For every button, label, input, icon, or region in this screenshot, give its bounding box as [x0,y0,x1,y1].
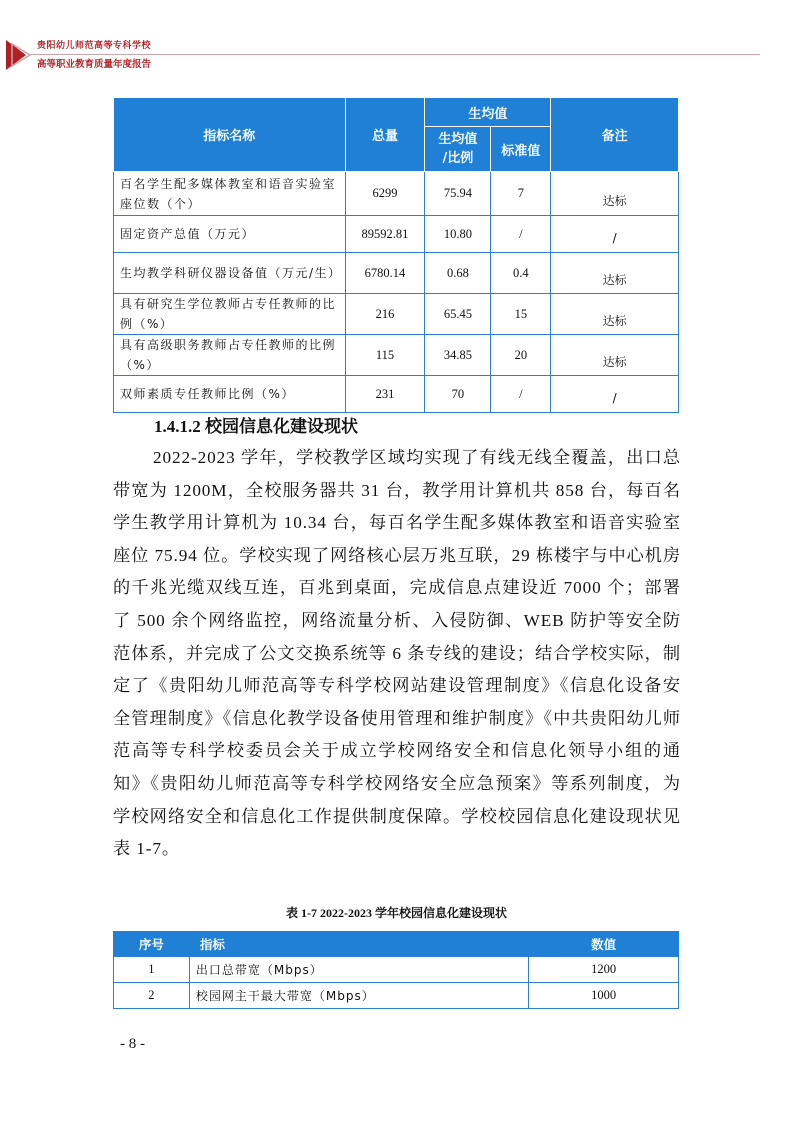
row-note: 达标 [551,294,679,335]
row-standard: 20 [491,335,551,376]
body-paragraph: 2022-2023 学年，学校教学区域均实现了有线无线全覆盖，出口总带宽为 1200M，全校服务器共 31 台，教学用计算机共 858 台，每百名学生教学用计算机为 10.34 台，每百名学生配多媒体教室和语音实验室座位 75.94 位。学校实现了网络核心层万兆互联，29 栋楼宇与中心机房的千兆光缆双线互连，百兆到桌面，完成信息点建设近 7000 个；部署了 500 余个网络监控，网络流量分析、入侵防御、WEB 防护等安全防范体系，并完成了公文交换系统等 6 条专线的建设；结合学校实际，制定了《贵阳幼儿师范高等专科学校网站建设管理制度》《信息化设备安全管理制度》《信息化教学设备使用管理和维护制度》《中共贵阳幼儿师范高等专科学校委员会关于成立学校网络安全和信息化领导小组的通知》《贵阳幼儿师范高等专科学校网络安全应急预案》等系列制度，为学校网络安全和信息化工作提供制度保障。学校校园信息化建设现状见表 1-7。 [113,448,681,859]
header-standard: 标准值 [491,127,551,172]
resource-indicators-table [113,97,679,413]
page-number: - 8 - [120,1036,145,1052]
section-heading: 1.4.1.2 校园信息化建设现状 [154,417,358,436]
row-value: 1200 [529,957,679,983]
header-report-title: 高等职业教育质量年度报告 [37,60,152,70]
row-value: 70 [425,376,491,413]
row-standard: / [491,376,551,413]
row-value: 65.45 [425,294,491,335]
campus-it-table [113,931,679,1009]
header-note: 备注 [551,98,679,172]
row-indicator: 具有研究生学位教师占专任教师的比例（%） [114,294,346,335]
row-indicator: 校园网主干最大带宽（Mbps） [189,983,528,1009]
header-per-student: 生均值 /比例 [425,127,491,172]
row-total: 115 [345,335,425,376]
row-total: 6299 [345,172,425,216]
header-indicator: 指标 [189,931,528,957]
row-value: 75.94 [425,172,491,216]
table-row [114,376,679,413]
table-row [114,294,679,335]
header-total: 总量 [345,98,425,172]
row-standard: 15 [491,294,551,335]
row-indicator: 双师素质专任教师比例（%） [114,376,346,413]
row-note: / [551,376,679,413]
row-standard: / [491,216,551,253]
header-indicator: 指标名称 [114,98,346,172]
table-row [114,983,679,1009]
row-indicator: 固定资产总值（万元） [114,216,346,253]
row-indicator: 具有高级职务教师占专任教师的比例（%） [114,335,346,376]
row-value: 34.85 [425,335,491,376]
row-indicator: 百名学生配多媒体教室和语音实验室座位数（个） [114,172,346,216]
row-no: 2 [114,983,190,1009]
table-caption: 表 1-7 2022-2023 学年校园信息化建设现状 [286,906,507,920]
row-value: 1000 [529,983,679,1009]
row-note: 达标 [551,253,679,294]
row-value: 10.80 [425,216,491,253]
row-standard: 7 [491,172,551,216]
header-school-name: 贵阳幼儿师范高等专科学校 [37,40,152,50]
table-row [114,216,679,253]
row-total: 6780.14 [345,253,425,294]
table-row [114,253,679,294]
table-row [114,335,679,376]
header-rule [30,54,760,55]
row-indicator: 出口总带宽（Mbps） [189,957,528,983]
table-row [114,957,679,983]
row-note: 达标 [551,172,679,216]
header-value: 数值 [529,931,679,957]
row-value: 0.68 [425,253,491,294]
school-logo-mark [6,40,34,70]
row-total: 89592.81 [345,216,425,253]
header-no: 序号 [114,931,190,957]
row-note: 达标 [551,335,679,376]
row-total: 231 [345,376,425,413]
header-per-student-group: 生均值 [425,98,551,127]
row-note: / [551,216,679,253]
row-indicator: 生均教学科研仪器设备值（万元/生） [114,253,346,294]
row-standard: 0.4 [491,253,551,294]
table-row [114,172,679,216]
row-total: 216 [345,294,425,335]
row-no: 1 [114,957,190,983]
